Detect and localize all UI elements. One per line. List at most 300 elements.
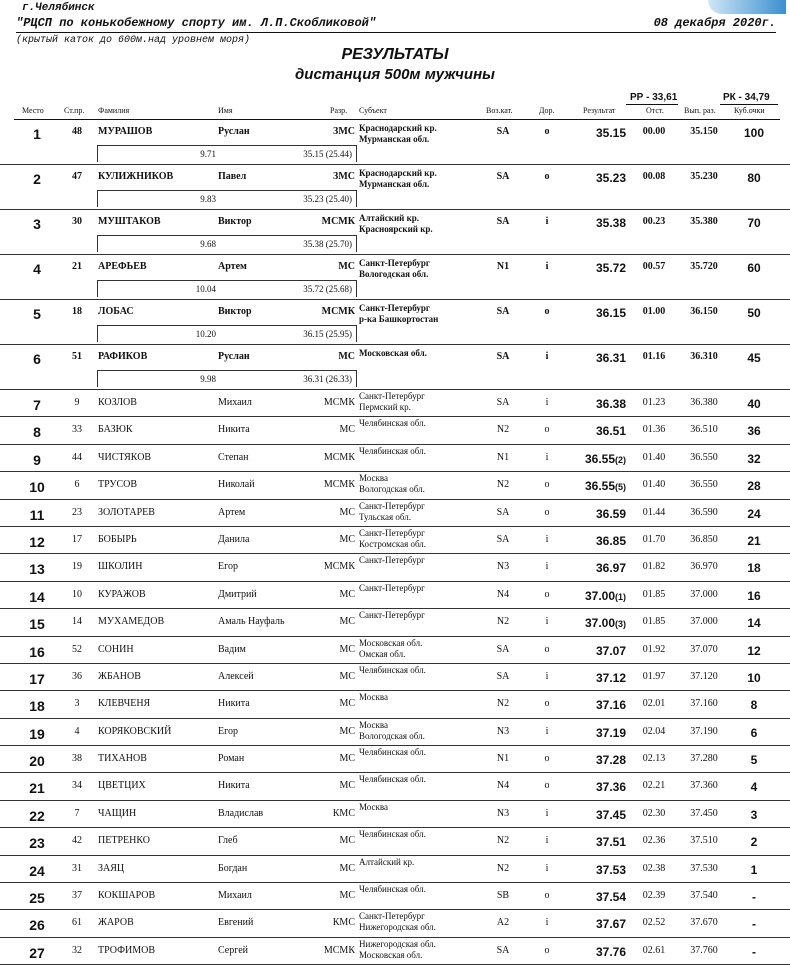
cup-points-cell: 70 (747, 216, 761, 230)
result-cell (578, 644, 626, 658)
performed-rank-cell: 36.550 (690, 479, 718, 491)
result-time: 37.07 (595, 643, 626, 658)
start-number-cell: 17 (72, 533, 82, 545)
name-cell: Алексей (218, 670, 254, 682)
performed-rank-cell: 37.280 (690, 753, 718, 765)
table-row (0, 554, 790, 581)
surname-cell: ТРУСОВ (98, 479, 138, 491)
record-rk-underline (720, 104, 778, 105)
result-time: 35.38 (595, 216, 626, 230)
rank-cell: МС (339, 616, 355, 628)
result-time: 35.15 (595, 126, 626, 140)
start-number-cell: 14 (72, 616, 82, 628)
region-cell (359, 911, 436, 933)
region-cell (359, 303, 438, 325)
place-cell: 7 (33, 397, 41, 413)
rank-cell: ЗМС (333, 126, 355, 137)
lane-cell: o (544, 506, 550, 518)
surname-cell: КОКШАРОВ (98, 890, 156, 902)
lane-cell: i (545, 725, 549, 737)
rank-cell: МС (339, 725, 355, 737)
result-time: 35.72 (595, 261, 626, 275)
rank-cell: МСМК (323, 561, 355, 573)
name-cell: Дмитрий (218, 588, 257, 600)
start-number-cell: 19 (72, 561, 82, 573)
region-line-2: Тульская обл. (359, 511, 411, 522)
performed-rank-cell: 37.070 (690, 643, 718, 655)
start-number-cell: 23 (72, 506, 82, 518)
col-vyp: Вып. раз. (684, 106, 716, 115)
gap-cell: 01.16 (642, 351, 666, 362)
place-cell: 19 (29, 725, 45, 742)
place-cell: 25 (29, 890, 45, 907)
region-line-1: Москва (359, 801, 388, 812)
cup-points-cell: 28 (747, 479, 761, 494)
split-100m: 10.20 (195, 329, 216, 339)
gap-cell: 01.97 (642, 670, 666, 682)
age-category-cell: N2 (496, 479, 510, 491)
start-number-cell: 6 (74, 479, 80, 491)
performed-rank-cell: 37.530 (690, 862, 718, 874)
rank-cell: КМС (332, 917, 355, 929)
start-number-cell: 52 (72, 643, 82, 655)
result-cell (578, 126, 626, 140)
federation-logo (708, 0, 786, 14)
table-row (0, 664, 790, 691)
result-cell (578, 726, 626, 740)
start-number-cell: 42 (72, 835, 82, 847)
table-row (0, 609, 790, 636)
lane-cell: o (544, 479, 550, 491)
surname-cell: КОРЯКОВСКИЙ (98, 725, 172, 737)
surname-cell: ЖАРОВ (98, 917, 134, 929)
region-cell (359, 638, 422, 660)
surname-cell: ПЕТРЕНКО (98, 835, 150, 847)
age-category-cell: SA (496, 944, 510, 956)
gap-cell: 01.00 (642, 306, 666, 317)
start-number-cell: 9 (74, 397, 80, 408)
table-row (0, 938, 790, 965)
performed-rank-cell: 36.310 (690, 351, 718, 362)
lane-cell: i (545, 670, 549, 682)
name-cell: Егор (218, 725, 238, 737)
table-row (0, 300, 790, 345)
col-diff: Отст. (646, 106, 664, 115)
table-row (0, 691, 790, 718)
gap-cell: 01.85 (642, 616, 666, 628)
name-cell: Никита (218, 424, 250, 436)
place-cell: 20 (29, 753, 45, 770)
surname-cell: ШКОЛИН (98, 561, 143, 573)
result-tiebreak-mark: (5) (615, 482, 626, 493)
cup-points-cell: 6 (750, 725, 758, 740)
lane-cell: o (544, 171, 550, 182)
region-line-2: Пермский кр. (359, 402, 411, 412)
region-line-1: Санкт-Петербург (359, 527, 425, 538)
split-times-box (97, 280, 357, 297)
surname-cell: БАЗЮК (98, 424, 133, 436)
place-cell: 5 (33, 306, 41, 322)
region-line-1: Нижегородская обл. (359, 938, 436, 949)
age-category-cell: SA (496, 643, 510, 655)
region-line-2: Мурманская обл. (359, 134, 430, 144)
lane-cell: i (545, 616, 549, 628)
start-number-cell: 10 (72, 588, 82, 600)
gap-cell: 02.30 (642, 807, 666, 819)
place-cell: 15 (29, 616, 45, 633)
start-number-cell: 48 (72, 126, 82, 137)
start-number-cell: 34 (72, 780, 82, 792)
name-cell: Артем (218, 261, 247, 272)
record-rk: РК - 34,79 (723, 92, 770, 103)
gap-cell: 00.00 (642, 126, 666, 137)
cup-points-cell: 2 (750, 835, 758, 850)
result-time: 37.00 (584, 588, 615, 603)
surname-cell: КОЗЛОВ (98, 397, 137, 408)
region-line-1: Челябинская обл. (359, 747, 426, 758)
place-cell: 21 (29, 780, 45, 797)
result-time: 37.19 (595, 725, 626, 740)
age-category-cell: N4 (496, 588, 510, 600)
surname-cell: ЦВЕТЦИХ (98, 780, 146, 792)
surname-cell: ЖБАНОВ (98, 670, 141, 682)
rank-cell: МС (339, 588, 355, 600)
split-100m: 9.68 (200, 239, 216, 249)
region-cell (359, 213, 433, 235)
result-time: 37.45 (595, 807, 626, 822)
performed-rank-cell: 37.450 (690, 807, 718, 819)
result-time: 36.38 (595, 397, 626, 411)
region-line-1: Санкт-Петербург (359, 610, 425, 621)
start-number-cell: 61 (72, 917, 82, 929)
result-cell (578, 890, 626, 904)
cup-points-cell: 50 (747, 306, 761, 320)
region-line-1: Челябинская обл. (359, 829, 426, 840)
table-row (0, 417, 790, 444)
performed-rank-cell: 37.760 (690, 944, 718, 956)
region-cell (359, 829, 426, 840)
col-region: Субъект (359, 106, 387, 115)
cup-points-cell: 45 (747, 351, 761, 365)
cup-points-cell: 80 (747, 171, 761, 185)
name-cell: Евгений (218, 917, 254, 929)
start-number-cell: 37 (72, 890, 82, 902)
result-time: 37.12 (595, 670, 626, 685)
region-line-2: Костромская обл. (359, 538, 427, 549)
lane-cell: o (544, 306, 550, 317)
place-cell: 3 (33, 216, 41, 232)
city-label: г.Челябинск (22, 2, 95, 14)
result-cell (578, 589, 626, 603)
table-row (0, 773, 790, 800)
gap-cell: 01.44 (642, 506, 666, 518)
result-cell (578, 835, 626, 849)
surname-cell: ТИХАНОВ (98, 753, 147, 765)
table-row (0, 719, 790, 746)
name-cell: Никита (218, 698, 250, 710)
rank-cell: МС (339, 424, 355, 436)
performed-rank-cell: 35.230 (690, 171, 718, 182)
cup-points-cell: 100 (743, 126, 765, 140)
age-category-cell: SA (496, 306, 510, 317)
region-cell (359, 123, 437, 145)
rank-cell: МС (339, 753, 355, 765)
place-cell: 6 (33, 351, 41, 367)
name-cell: Степан (218, 451, 249, 463)
name-cell: Вадим (218, 643, 246, 655)
region-cell (359, 258, 430, 280)
table-row (0, 472, 790, 499)
gap-cell: 01.85 (642, 588, 666, 600)
start-number-cell: 44 (72, 451, 82, 463)
name-cell: Виктор (218, 306, 252, 317)
age-category-cell: N2 (496, 616, 510, 628)
rank-cell: МС (339, 643, 355, 655)
record-pp-underline (626, 104, 678, 105)
table-row (0, 910, 790, 937)
region-line-1: Санкт-Петербург (359, 911, 425, 922)
lane-cell: i (545, 397, 549, 408)
table-row (0, 345, 790, 390)
start-number-cell: 30 (72, 216, 82, 227)
region-line-1: Челябинская обл. (359, 445, 426, 456)
result-cell (578, 917, 626, 931)
result-cell (578, 171, 626, 185)
surname-cell: ЧИСТЯКОВ (98, 451, 152, 463)
rank-cell: МСМК (321, 306, 355, 317)
rank-cell: КМС (332, 807, 355, 819)
start-number-cell: 21 (72, 261, 82, 272)
surname-cell: ЗОЛОТАРЕВ (98, 506, 155, 518)
split-100m: 9.83 (200, 194, 216, 204)
cup-points-cell: - (752, 917, 756, 932)
age-category-cell: SB (496, 890, 510, 902)
result-cell (578, 945, 626, 959)
col-agecat: Воз.кат. (486, 106, 513, 115)
name-cell: Руслан (218, 351, 250, 362)
region-line-1: Челябинская обл. (359, 884, 426, 895)
region-line-1: Санкт-Петербург (359, 500, 425, 511)
lane-cell: i (545, 862, 549, 874)
result-cell (578, 452, 626, 466)
age-category-cell: N3 (496, 725, 510, 737)
performed-rank-cell: 36.590 (690, 506, 718, 518)
rank-cell: ЗМС (333, 171, 355, 182)
rank-cell: МСМК (323, 479, 355, 491)
result-cell (578, 616, 626, 630)
table-row (0, 582, 790, 609)
table-header (0, 106, 790, 118)
performed-rank-cell: 37.360 (690, 780, 718, 792)
region-cell (359, 665, 426, 676)
region-line-1: Москва (359, 719, 388, 730)
region-line-1: Москва (359, 692, 388, 703)
result-cell (578, 397, 626, 411)
venue-label: "РЦСП по конькобежному спорту им. Л.П.Скобликовой" (16, 16, 377, 30)
region-line-1: Санкт-Петербург (359, 582, 425, 593)
name-cell: Виктор (218, 216, 252, 227)
performed-rank-cell: 37.510 (690, 835, 718, 847)
region-cell (359, 720, 425, 742)
region-cell (359, 884, 426, 895)
split-times-box (97, 325, 357, 342)
lane-cell: i (545, 561, 549, 573)
start-number-cell: 4 (74, 725, 80, 737)
gap-cell: 01.40 (642, 451, 666, 463)
page-title: РЕЗУЛЬТАТЫ (341, 46, 449, 63)
split-final: 35.38 (25.70) (303, 239, 352, 249)
cup-points-cell: - (752, 890, 756, 905)
result-time: 37.76 (595, 944, 626, 959)
lane-cell: i (545, 216, 549, 227)
gap-cell: 02.52 (642, 917, 666, 929)
performed-rank-cell: 37.000 (690, 616, 718, 628)
surname-cell: СОНИН (98, 643, 134, 655)
lane-cell: o (544, 588, 550, 600)
result-time: 37.54 (595, 890, 626, 905)
table-row (0, 255, 790, 300)
lane-cell: i (545, 917, 549, 929)
region-line-1: Санкт-Петербург (359, 303, 430, 313)
record-pp: РР - 33,61 (630, 92, 678, 103)
performed-rank-cell: 36.550 (690, 451, 718, 463)
table-row (0, 637, 790, 664)
region-cell (359, 501, 425, 523)
col-name: Имя (218, 106, 233, 115)
cup-points-cell: 8 (750, 698, 758, 713)
region-cell (359, 939, 436, 961)
result-time: 35.23 (595, 171, 626, 185)
age-category-cell: N1 (496, 451, 510, 463)
performed-rank-cell: 37.120 (690, 670, 718, 682)
region-line-1: Санкт-Петербург (359, 258, 430, 268)
region-line-1: Санкт-Петербург (359, 391, 425, 401)
place-cell: 26 (29, 917, 45, 934)
gap-cell: 01.70 (642, 533, 666, 545)
region-cell (359, 348, 427, 359)
region-line-2: р-ка Башкортостан (359, 314, 439, 324)
gap-cell: 02.38 (642, 862, 666, 874)
table-row (0, 445, 790, 472)
gap-cell: 01.92 (642, 643, 666, 655)
surname-cell: БОБЫРЬ (98, 533, 137, 545)
performed-rank-cell: 37.000 (690, 588, 718, 600)
name-cell: Сергей (218, 944, 248, 956)
performed-rank-cell: 37.190 (690, 725, 718, 737)
gap-cell: 01.40 (642, 479, 666, 491)
region-line-1: Краснодарский кр. (359, 168, 437, 178)
start-number-cell: 3 (74, 698, 80, 710)
lane-cell: i (545, 351, 549, 362)
lane-cell: o (544, 780, 550, 792)
age-category-cell: SA (496, 506, 510, 518)
surname-cell: ТРОФИМОВ (98, 944, 156, 956)
region-cell (359, 391, 425, 413)
results-table (0, 120, 790, 965)
age-category-cell: N2 (496, 698, 510, 710)
region-line-2: Московская обл. (359, 949, 423, 960)
col-dor: Дор. (539, 106, 555, 115)
split-100m: 9.71 (200, 149, 216, 159)
start-number-cell: 18 (72, 306, 82, 317)
split-times-box (97, 190, 357, 207)
age-category-cell: A2 (496, 917, 510, 929)
age-category-cell: SA (496, 171, 510, 182)
lane-cell: i (545, 261, 549, 272)
region-line-2: Красноярский кр. (359, 224, 433, 234)
region-cell (359, 446, 426, 457)
start-number-cell: 47 (72, 171, 82, 182)
age-category-cell: SA (496, 397, 510, 408)
performed-rank-cell: 37.540 (690, 890, 718, 902)
region-line-2: Вологодская обл. (359, 484, 425, 495)
region-cell (359, 774, 426, 785)
surname-cell: МУШТАКОВ (98, 216, 161, 227)
col-place: Место (22, 106, 44, 115)
result-cell (578, 216, 626, 230)
surname-cell: ЛОБАС (98, 306, 134, 317)
cup-points-cell: 32 (747, 451, 761, 466)
result-cell (578, 534, 626, 548)
cup-points-cell: 4 (750, 780, 758, 795)
name-cell: Павел (218, 171, 247, 182)
table-row (0, 120, 790, 165)
table-row (0, 390, 790, 417)
gap-cell: 01.36 (642, 424, 666, 436)
result-cell (578, 863, 626, 877)
col-cup: Куб.очки (734, 106, 765, 115)
result-time: 36.51 (595, 424, 626, 439)
age-category-cell: N2 (496, 835, 510, 847)
result-cell (578, 261, 626, 275)
rank-cell: МС (339, 506, 355, 518)
split-final: 36.15 (25.95) (303, 329, 352, 339)
age-category-cell: N1 (496, 753, 510, 765)
performed-rank-cell: 37.670 (690, 917, 718, 929)
result-time: 37.28 (595, 753, 626, 768)
region-cell (359, 583, 425, 594)
region-line-1: Челябинская обл. (359, 664, 426, 675)
start-number-cell: 51 (72, 351, 82, 362)
region-cell (359, 555, 425, 566)
result-tiebreak-mark: (3) (615, 619, 626, 630)
result-time: 36.85 (595, 533, 626, 548)
region-cell (359, 418, 426, 429)
gap-cell: 02.01 (642, 698, 666, 710)
name-cell: Михаил (218, 397, 252, 408)
result-cell (578, 479, 626, 493)
cup-points-cell: 60 (747, 261, 761, 275)
cup-points-cell: 5 (750, 753, 758, 768)
rank-cell: МС (339, 670, 355, 682)
split-final: 35.15 (25.44) (303, 149, 352, 159)
rank-cell: МСМК (321, 216, 355, 227)
gap-cell: 02.13 (642, 753, 666, 765)
result-cell (578, 424, 626, 438)
region-cell (359, 692, 388, 703)
lane-cell: o (544, 698, 550, 710)
result-time: 37.51 (595, 835, 626, 850)
place-cell: 27 (29, 944, 45, 961)
region-line-1: Краснодарский кр. (359, 123, 437, 133)
cup-points-cell: 10 (747, 670, 761, 685)
gap-cell: 00.57 (642, 261, 666, 272)
cup-points-cell: - (752, 944, 756, 959)
age-category-cell: SA (496, 351, 510, 362)
start-number-cell: 38 (72, 753, 82, 765)
performed-rank-cell: 36.850 (690, 533, 718, 545)
region-cell (359, 473, 425, 495)
